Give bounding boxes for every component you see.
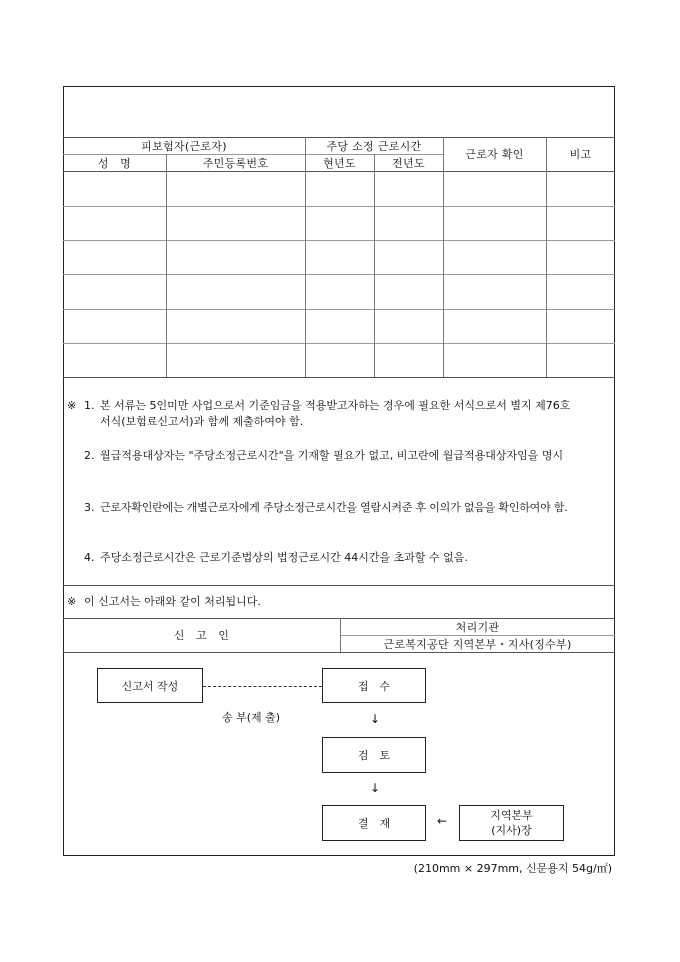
worker-confirm-header: 근로자 확인 (465, 148, 524, 161)
insured-group-header: 피보험자(근로자) (141, 139, 227, 153)
name-column-header: 성 명 (97, 156, 132, 170)
hours-group-header: 주당 소정 근로시간 (326, 139, 422, 153)
agency-name: 근로복지공단 지역본부・지사(징수부) (383, 637, 572, 651)
review-box: 검 토 (322, 737, 426, 773)
note-1-text-cont: 서식(보험료신고서)과 함께 제출하여야 함. (100, 415, 304, 428)
arrow-down-icon: ↓ (370, 781, 381, 795)
process-marker: ※ (67, 595, 77, 608)
row-line (63, 343, 615, 344)
col-line (443, 137, 444, 377)
rrn-column-header: 주민등록번호 (202, 156, 269, 170)
note-1-number: 1. (84, 399, 95, 412)
arrow-down-icon: ↓ (370, 712, 381, 726)
note-4-text: 주당소정근로시간은 근로기준법상의 법정근로시간 44시간을 초과할 수 없음. (100, 551, 468, 564)
current-year-header: 현년도 (323, 156, 356, 170)
header-bottom-line (63, 171, 615, 172)
note-3-number: 3. (84, 501, 95, 514)
note-3-text: 근로자확인란에는 개별근로자에게 주당소정근로시간을 열람시켜준 후 이의가 없음을 확인하여야 함. (100, 501, 568, 514)
reporter-header: 신 고 인 (173, 629, 230, 642)
col-line (546, 137, 547, 377)
process-header-bottom (63, 652, 615, 653)
approver-line-1: 지역본부 (490, 809, 533, 822)
table-bottom-line (63, 377, 615, 378)
agency-header: 처리기관 (455, 620, 500, 634)
send-label: 송 부(제 출) (222, 711, 281, 724)
write-report-box: 신고서 작성 (97, 668, 203, 703)
paper-spec-footer: (210mm × 297mm, 신문용지 54g/㎡) (413, 862, 612, 875)
process-top-line (63, 585, 615, 586)
approver-line-2: (지사)장 (491, 824, 532, 837)
row-line (63, 274, 615, 275)
process-intro: 이 신고서는 아래와 같이 처리됩니다. (84, 595, 261, 608)
remarks-header: 비고 (569, 148, 592, 161)
col-line (166, 154, 167, 377)
row-line (63, 206, 615, 207)
receive-box: 접 수 (322, 668, 426, 703)
note-marker: ※ (67, 399, 77, 412)
note-2-text: 월급적용대상자는 "주당소정근로시간"을 기재할 필요가 없고, 비고란에 월급적용대상자임을 명시 (100, 449, 564, 462)
send-dashed-line (203, 686, 322, 687)
approver-box (459, 805, 564, 841)
note-1-text: 본 서류는 5인미만 사업으로서 기준임금을 적용받고자하는 경우에 필요한 서식으로서 별지 제76호 (100, 399, 571, 412)
note-2-number: 2. (84, 449, 95, 462)
row-line (63, 309, 615, 310)
col-line (374, 154, 375, 377)
approve-box: 결 재 (322, 805, 426, 841)
row-line (63, 240, 615, 241)
col-line (305, 137, 306, 377)
arrow-left-icon: ← (437, 814, 448, 828)
previous-year-header: 전년도 (392, 156, 425, 170)
note-4-number: 4. (84, 551, 95, 564)
